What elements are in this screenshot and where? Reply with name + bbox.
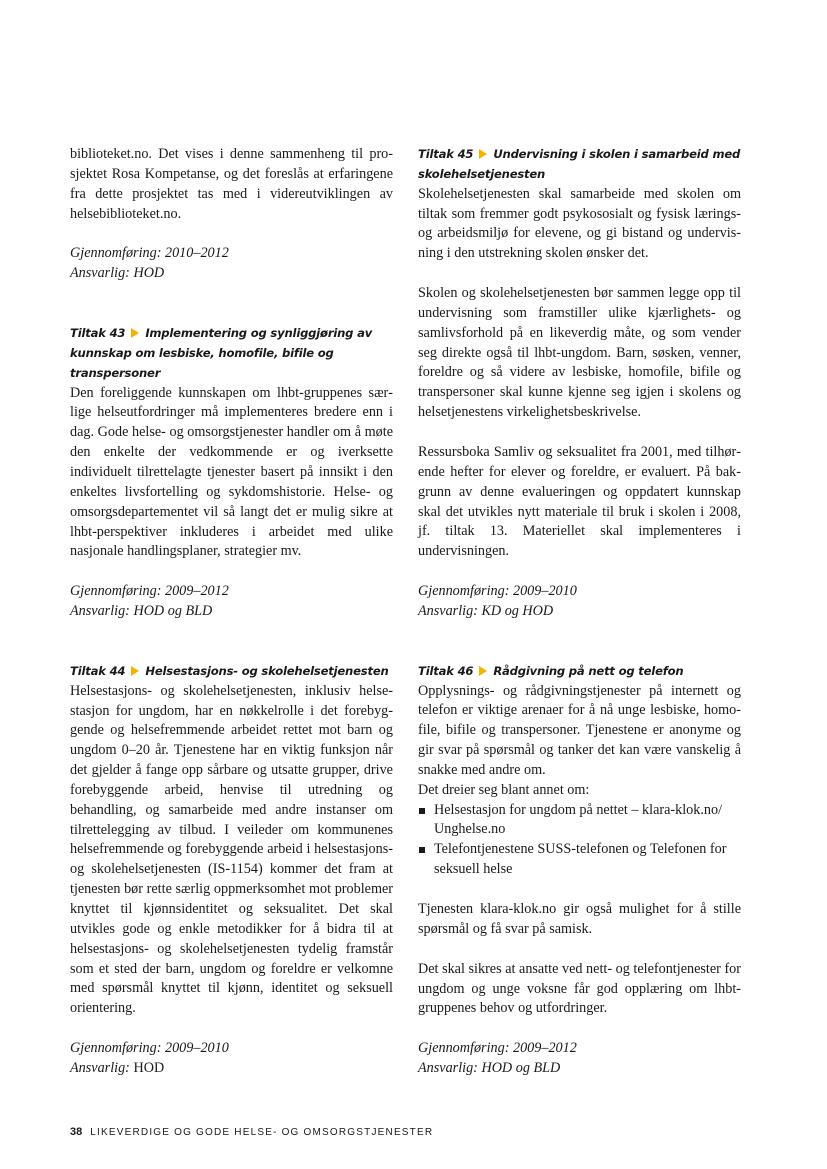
intro-gjennomforing: Gjennomføring: 2010–2012 bbox=[70, 245, 229, 262]
tiltak-46-list bbox=[418, 801, 741, 880]
page-footer bbox=[70, 1126, 433, 1138]
left-column bbox=[70, 145, 393, 1079]
tiltak-46-gjennomforing: Gjennomføring: 2009–2012 bbox=[418, 1040, 577, 1057]
page-number: 38 bbox=[70, 1126, 83, 1138]
tiltak-43-ansvarlig: Ansvarlig: HOD og BLD bbox=[70, 603, 213, 620]
list-item-text: Helsestasjon for ungdom på nettet – klara-klok.no/ Unghelse.no bbox=[434, 801, 723, 838]
intro-ansvarlig: Ansvarlig: HOD bbox=[70, 265, 165, 282]
tiltak-44-ansvarlig-prefix: Ansvarlig: bbox=[70, 1059, 134, 1076]
tiltak-44-heading bbox=[70, 662, 393, 682]
intro-paragraph: biblioteket.no. Det vises i denne sammenheng til prosjektet Rosa Kompetanse, og det foreslås at erfaringene fra dette prosjektet tas med i videreutviklingen av helsebiblioteket.no. bbox=[70, 146, 393, 222]
tiltak-45-gjennomforing: Gjennomføring: 2009–2010 bbox=[418, 583, 577, 600]
square-bullet-icon bbox=[419, 808, 425, 814]
triangle-right-icon bbox=[479, 666, 487, 676]
triangle-right-icon bbox=[131, 666, 139, 676]
tiltak-43-body: Den foreliggende kunnskapen om lhbt-gruppenes særlige helseutfordringer må implementeres bredere enn i dag. Gode helse- og omsorgstjenester handler om å møte den enkelte der vedkommende er og iverksette individuelt tilrettelagte tjenester basert på innsikt i den enkeltes livsfortelling og sykdomshistorie. Helse- og omsorgsdepartementet vil så langt det er mulig sikre at lhbt-perspektiver inkluderes i arbeidet med ulike nasjonale handlingsplaner, strategier mv. bbox=[70, 384, 393, 560]
tiltak-44-ansvarlig-value: HOD bbox=[133, 1059, 165, 1076]
tiltak-45-ansvarlig: Ansvarlig: KD og HOD bbox=[418, 602, 554, 619]
tiltak-45-body-2: Skolen og skolehelsetjenesten bør sammen legge opp til undervisning som framstiller ulike kjærlighets- og samlivsforhold på en likeverdig måte, og som vender seg direkte også til lhbt-ungdom. Barn, søsken, venner, foreldre og så videre av lesbiske, homofile, bifile og transpersoner skal kunne kjenne seg igjen i skolens og helsetjenestens virkelighetsbeskrivelse. bbox=[418, 285, 741, 421]
triangle-right-icon bbox=[131, 328, 139, 338]
tiltak-46-ansvarlig: Ansvarlig: HOD og BLD bbox=[418, 1060, 561, 1077]
tiltak-45-body-1: Skolehelsetjenesten skal samarbeide med skolen om tiltak som fremmer godt psykososialt og fysisk lærings- og arbeidsmiljø for elevene, og gi bistand og undervisning i den utstrekning skolen ønsker det. bbox=[418, 185, 741, 262]
tiltak-44-label: Tiltak 44 bbox=[70, 663, 126, 678]
tiltak-44-title: Helsestasjons- og skolehelsetjenesten bbox=[145, 663, 389, 678]
right-column bbox=[418, 145, 741, 1079]
tiltak-46-body-3: Det skal sikres at ansatte ved nett- og telefontjenester for ungdom og unge voksne får god opplæring om lhbt-gruppenes behov og utfordringer. bbox=[418, 960, 741, 1017]
list-item-text: Telefontjenestene SUSS-telefonen og Telefonen for seksuell helse bbox=[434, 841, 727, 878]
tiltak-45-heading bbox=[418, 145, 741, 185]
tiltak-46-title: Rådgivning på nett og telefon bbox=[493, 663, 684, 678]
list-item bbox=[418, 801, 741, 841]
tiltak-43-title: Implementering og synliggjøring av kunnskap om lesbiske, homofile, bifile og transpersoner bbox=[70, 326, 373, 380]
tiltak-45-body-3: Ressursboka Samliv og seksualitet fra 2001, med tilhørende hefter for elever og foreldre, er evaluert. På bakgrunn av denne evalueringen og oppdatert kunnskap skal det utvikles nytt materiale til bruk i skolen i 2008, jf. tiltak 13. Materiellet skal implementeres i undervisningen. bbox=[418, 443, 741, 560]
tiltak-44-ansvarlig bbox=[70, 1059, 393, 1079]
tiltak-46-body-2: Tjenesten klara-klok.no gir også mulighet for å stille spørsmål og få svar på samisk. bbox=[418, 901, 741, 937]
triangle-right-icon bbox=[479, 149, 487, 159]
tiltak-44-gjennomforing: Gjennomføring: 2009–2010 bbox=[70, 1040, 229, 1057]
tiltak-45-label: Tiltak 45 bbox=[418, 147, 474, 161]
tiltak-46-label: Tiltak 46 bbox=[418, 663, 474, 678]
running-title: LIKEVERDIGE OG GODE HELSE- OG OMSORGSTJENESTER bbox=[90, 1127, 434, 1138]
list-item bbox=[418, 840, 741, 880]
tiltak-46-body-1: Opplysnings- og rådgivningstjenester på internett og telefon er viktige arenaer for å nå unge lesbiske, homofile, bifile og transpersoner. Tjenestene er anonyme og gir svar på spørsmål og tanker det kan være vanskelig å snakke med andre om. bbox=[418, 682, 741, 778]
tiltak-43-heading bbox=[70, 324, 393, 384]
square-bullet-icon bbox=[419, 847, 425, 853]
tiltak-46-heading bbox=[418, 662, 741, 682]
tiltak-43-label: Tiltak 43 bbox=[70, 326, 126, 341]
tiltak-46-list-intro: Det dreier seg blant annet om: bbox=[418, 781, 590, 798]
tiltak-44-body: Helsestasjons- og skolehelsetjenesten, inklusiv helsestasjon for ungdom, har en nøkkelrolle i det forebyggende og helsefremmende arbeidet rettet mot barn og ungdom 0–20 år. Tjenestene har en viktig funksjon når det gjelder å fange opp sårbare og utsatte grupper, drive forebyggende arbeid, henvise til utredning og behandling, og samarbeide med andre instanser om tilrettelegging av tilbud. I veileder om kommunenes helsefremmende og forebyggende arbeid i helsestasjons- og skolehelsetjenesten (IS-1154) kommer det fram at tjenesten bør rette særlig oppmerksomhet mot problemer knyttet til kjønnsidentitet og seksualitet. Det skal utvikles gode og enkle metodikker for å bidra til at helsestasjons- og skolehelsetjenesten tydelig framstår som et sted der barn, ungdom og foreldre er velkomne med spørsmål knyttet til kjønn, identitet og seksuell orientering. bbox=[70, 682, 393, 1017]
tiltak-45-title: Undervisning i skolen i samarbeid med skolehelsetjenesten bbox=[418, 147, 741, 181]
tiltak-43-gjennomforing: Gjennomføring: 2009–2012 bbox=[70, 583, 229, 600]
